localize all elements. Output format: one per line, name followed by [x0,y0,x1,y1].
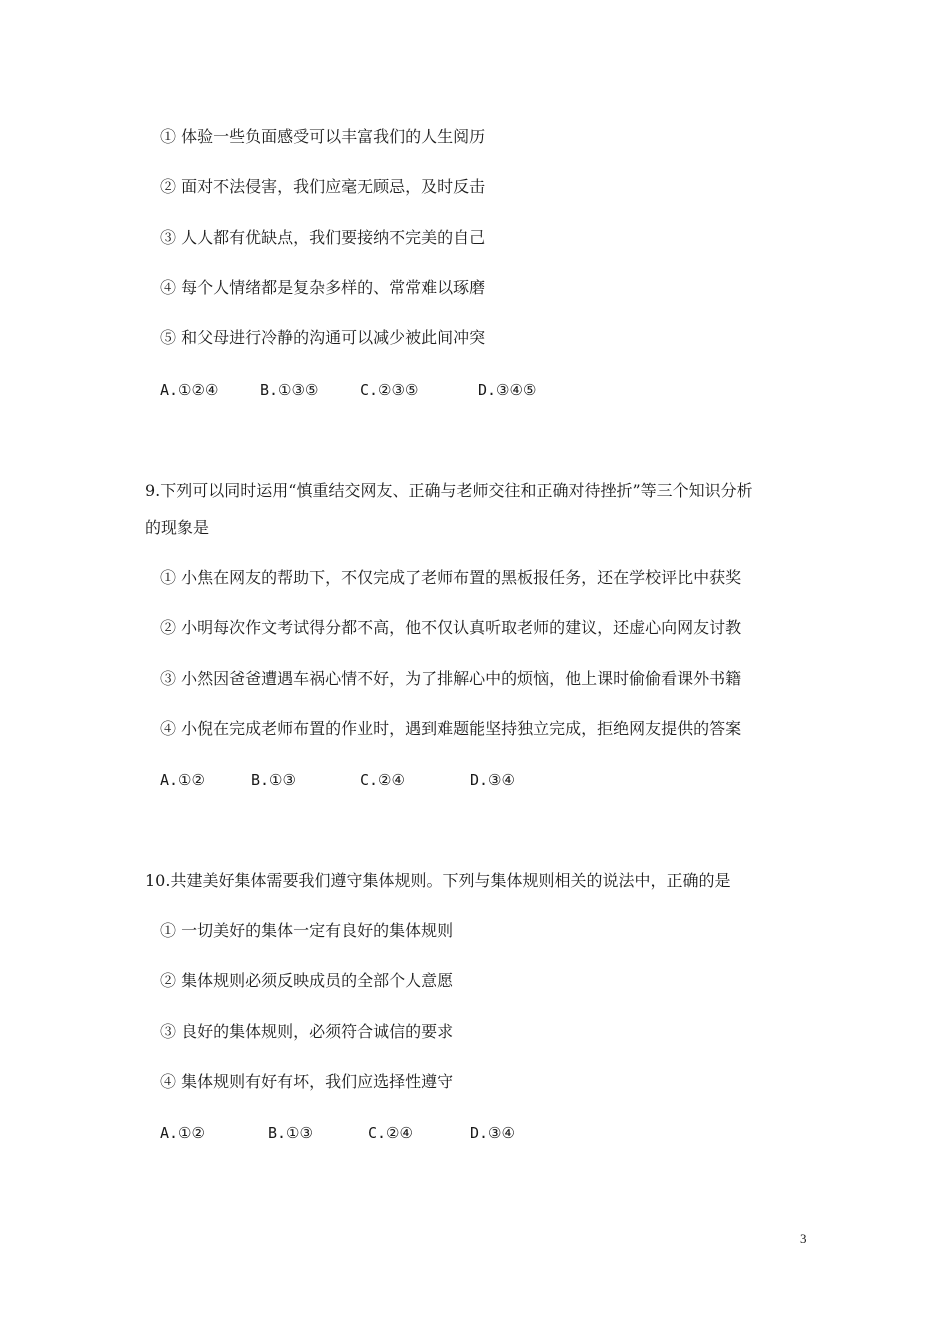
q9-item-3: ③ 小然因爸爸遭遇车祸心情不好，为了排解心中的烦恼，他上课时偷偷看课外书籍 [160,669,742,688]
q10-option-d: D.③④ [470,1124,515,1142]
q9-item-2: ② 小明每次作文考试得分都不高，他不仅认真听取老师的建议，还虚心向网友讨教 [160,618,742,637]
q9-option-c: C.②④ [360,771,405,789]
q8-item-3: ③ 人人都有优缺点，我们要接纳不完美的自己 [160,228,486,247]
q10-item-4: ④ 集体规则有好有坏，我们应选择性遵守 [160,1072,454,1091]
q8-option-a: A.①②④ [160,381,219,399]
q9-option-d: D.③④ [470,771,515,789]
q10-option-c: C.②④ [368,1124,413,1142]
q9-option-b: B.①③ [251,771,296,789]
q8-option-b: B.①③⑤ [260,381,319,399]
q10-item-1: ① 一切美好的集体一定有良好的集体规则 [160,921,454,940]
q8-item-1: ① 体验一些负面感受可以丰富我们的人生阅历 [160,127,486,146]
q9-item-1: ① 小焦在网友的帮助下，不仅完成了老师布置的黑板报任务，还在学校评比中获奖 [160,568,742,587]
page-number: 3 [800,1231,807,1246]
q8-option-c: C.②③⑤ [360,381,419,399]
q10-option-b: B.①③ [268,1124,313,1142]
q9-stem-line-2: 的现象是 [145,518,210,537]
q9-option-a: A.①② [160,771,205,789]
q8-option-d: D.③④⑤ [478,381,537,399]
q8-item-2: ② 面对不法侵害，我们应毫无顾忌，及时反击 [160,177,486,196]
q10-option-a: A.①② [160,1124,205,1142]
q9-stem-line-1: 9.下列可以同时运用“慎重结交网友、正确与老师交往和正确对待挫折”等三个知识分析 [145,481,753,500]
q10-item-2: ② 集体规则必须反映成员的全部个人意愿 [160,971,454,990]
q8-item-4: ④ 每个人情绪都是复杂多样的、常常难以琢磨 [160,278,486,297]
q10-stem: 10.共建美好集体需要我们遵守集体规则。下列与集体规则相关的说法中，正确的是 [145,871,731,890]
q9-item-4: ④ 小倪在完成老师布置的作业时，遇到难题能坚持独立完成，拒绝网友提供的答案 [160,719,742,738]
q10-item-3: ③ 良好的集体规则，必须符合诚信的要求 [160,1022,454,1041]
q8-item-5: ⑤ 和父母进行冷静的沟通可以减少被此间冲突 [160,328,486,347]
